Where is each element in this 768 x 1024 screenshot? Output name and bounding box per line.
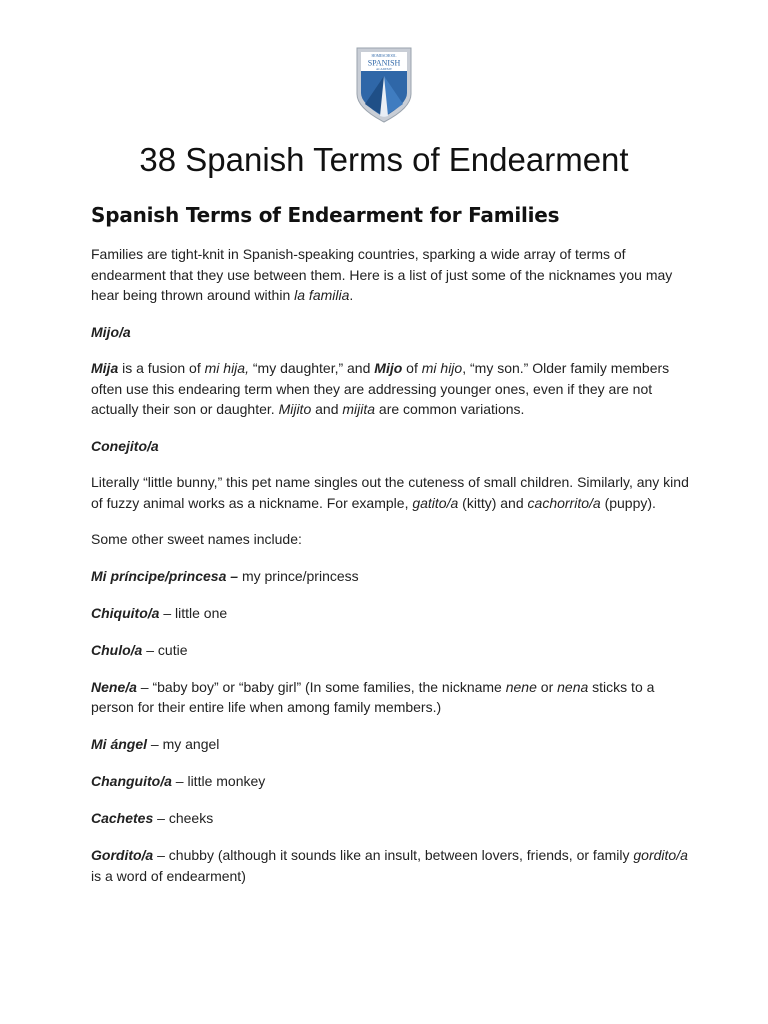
term-name: Chiquito/a: [91, 604, 160, 621]
term-entry-nene: [91, 677, 691, 718]
term-definition: – chubby (although it sounds like an insult, between lovers, friends, or family: [153, 847, 634, 863]
mijo-text-12: are common variations.: [375, 401, 525, 417]
intro-end: .: [349, 287, 354, 303]
conejito-heading: Conejito/a: [91, 437, 159, 454]
shield-logo-icon: [355, 46, 413, 124]
mijo-paragraph: [91, 358, 691, 420]
intro-paragraph: [91, 244, 691, 306]
term-definition: – “baby boy” or “baby girl” (In some families, the nickname: [136, 678, 506, 695]
mijo-text-10: and: [311, 401, 343, 417]
academy-logo: [355, 46, 413, 124]
term-italic-1: gordito/a: [633, 847, 688, 863]
mijo-text-5: Mijo: [374, 360, 403, 376]
term-definition: my prince/princess: [238, 567, 359, 584]
term-entry-changuito: [91, 771, 691, 792]
mijo-text-11: mijita: [342, 401, 376, 417]
term-mid: or: [536, 678, 558, 695]
term-entry-gordito: [91, 845, 691, 886]
term-definition: – cheeks: [153, 810, 214, 826]
term-entry-angel: [91, 734, 691, 755]
term-entry-principe: [91, 566, 691, 587]
mijo-heading: Mijo/a: [91, 323, 131, 340]
term-name: Chulo/a: [91, 641, 143, 658]
conejito-text-5: (puppy).: [600, 494, 656, 511]
term-end: sticks to a person for their entire life when among family members.): [91, 678, 655, 715]
mijo-text-8: , “my son.” Older family members often use this endearing term when they are addressing younger ones, even if they are not actually their son or daughter.: [91, 360, 670, 417]
mijo-text-3: mi hija,: [204, 360, 249, 376]
other-names-intro: Some other sweet names include:: [91, 531, 302, 547]
term-name: Mi príncipe/princesa –: [91, 567, 239, 584]
term-definition: – little monkey: [171, 773, 266, 789]
intro-italic: la familia: [294, 287, 350, 303]
term-definition: – cutie: [142, 641, 188, 658]
conejito-text-1: Literally “little bunny,” this pet name singles out the cuteness of small children. Similarly, any kind of fuzzy animal works as a nickname. For example,: [91, 474, 689, 511]
mijo-text-2: is a fusion of: [118, 360, 205, 376]
term-name: Changuito/a: [91, 773, 172, 789]
conejito-text-3: (kitty) and: [458, 494, 528, 511]
term-name: Nene/a: [91, 678, 137, 695]
term-entry-chulo: [91, 640, 691, 661]
term-definition: – little one: [159, 604, 228, 621]
section-heading: Spanish Terms of Endearment for Families: [91, 203, 560, 227]
mijo-text-9: Mijito: [278, 401, 312, 417]
logo-main-text: SPANISH: [367, 58, 401, 68]
mijo-text-6: of: [402, 360, 422, 376]
term-definition: – my angel: [147, 736, 220, 752]
conejito-paragraph: [91, 472, 691, 513]
term-name: Mi ángel: [91, 736, 148, 752]
conejito-text-4: cachorrito/a: [527, 494, 601, 511]
page-title: 38 Spanish Terms of Endearment: [139, 141, 629, 178]
intro-text: Families are tight-knit in Spanish-speaking countries, sparking a wide array of terms of endearment that they use between them. Here is a list of just some of the nicknames you may hear being thrown around within: [91, 246, 673, 303]
mijo-text-7: mi hijo: [421, 360, 463, 376]
term-name: Gordito/a: [91, 847, 154, 863]
term-italic-1: nene: [505, 678, 537, 695]
term-italic-2: nena: [557, 678, 589, 695]
document-body: [91, 198, 691, 903]
conejito-text-2: gatito/a: [412, 494, 459, 511]
mijo-text-1: Mija: [91, 360, 119, 376]
logo-top-text: HOMESCHOOL: [371, 54, 397, 58]
logo-bottom-text: ACADEMY: [375, 67, 393, 71]
mijo-text-4: “my daughter,” and: [248, 360, 375, 376]
term-entry-cachetes: [91, 808, 691, 829]
term-name: Cachetes: [91, 810, 154, 826]
term-end: is a word of endearment): [91, 867, 246, 884]
term-entry-chiquito: [91, 603, 691, 624]
